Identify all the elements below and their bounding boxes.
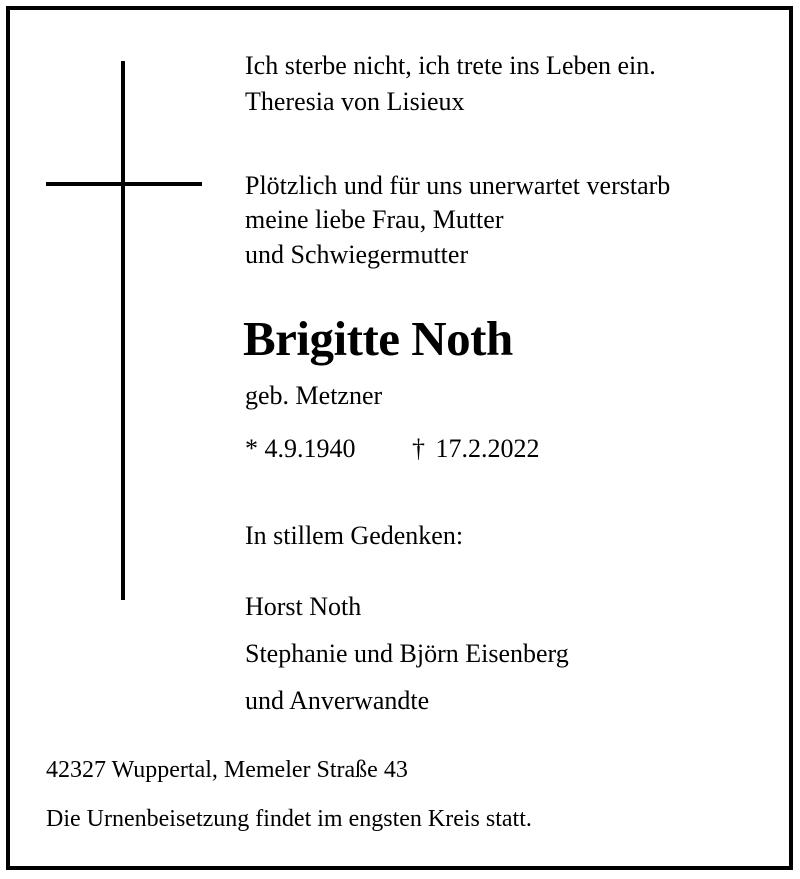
mourner-name: Horst Noth — [245, 592, 362, 621]
intro-line-1: Plötzlich und für uns unerwartet verstarb — [245, 171, 671, 200]
cross-icon-vertical-bar — [121, 61, 125, 600]
mourners-heading: In stillem Gedenken: — [245, 521, 464, 550]
deceased-name: Brigitte Noth — [243, 311, 513, 366]
birth-date: * 4.9.1940 — [245, 434, 356, 463]
death-cross-icon: † — [412, 434, 425, 463]
address: 42327 Wuppertal, Memeler Straße 43 — [46, 757, 408, 783]
mourner-name: und Anverwandte — [245, 686, 430, 715]
maiden-name: geb. Metzner — [245, 381, 383, 410]
death-date: 17.2.2022 — [435, 434, 540, 463]
burial-note: Die Urnenbeisetzung findet im engsten Kreis statt. — [46, 806, 532, 832]
mourner-name: Stephanie und Björn Eisenberg — [245, 639, 569, 668]
quote-text: Ich sterbe nicht, ich trete ins Leben ein. — [245, 51, 656, 80]
intro-line-3: und Schwiegermutter — [245, 240, 469, 269]
intro-line-2: meine liebe Frau, Mutter — [245, 205, 504, 234]
cross-icon-horizontal-bar — [46, 182, 202, 186]
quote-author: Theresia von Lisieux — [245, 87, 465, 116]
life-dates — [245, 431, 540, 467]
